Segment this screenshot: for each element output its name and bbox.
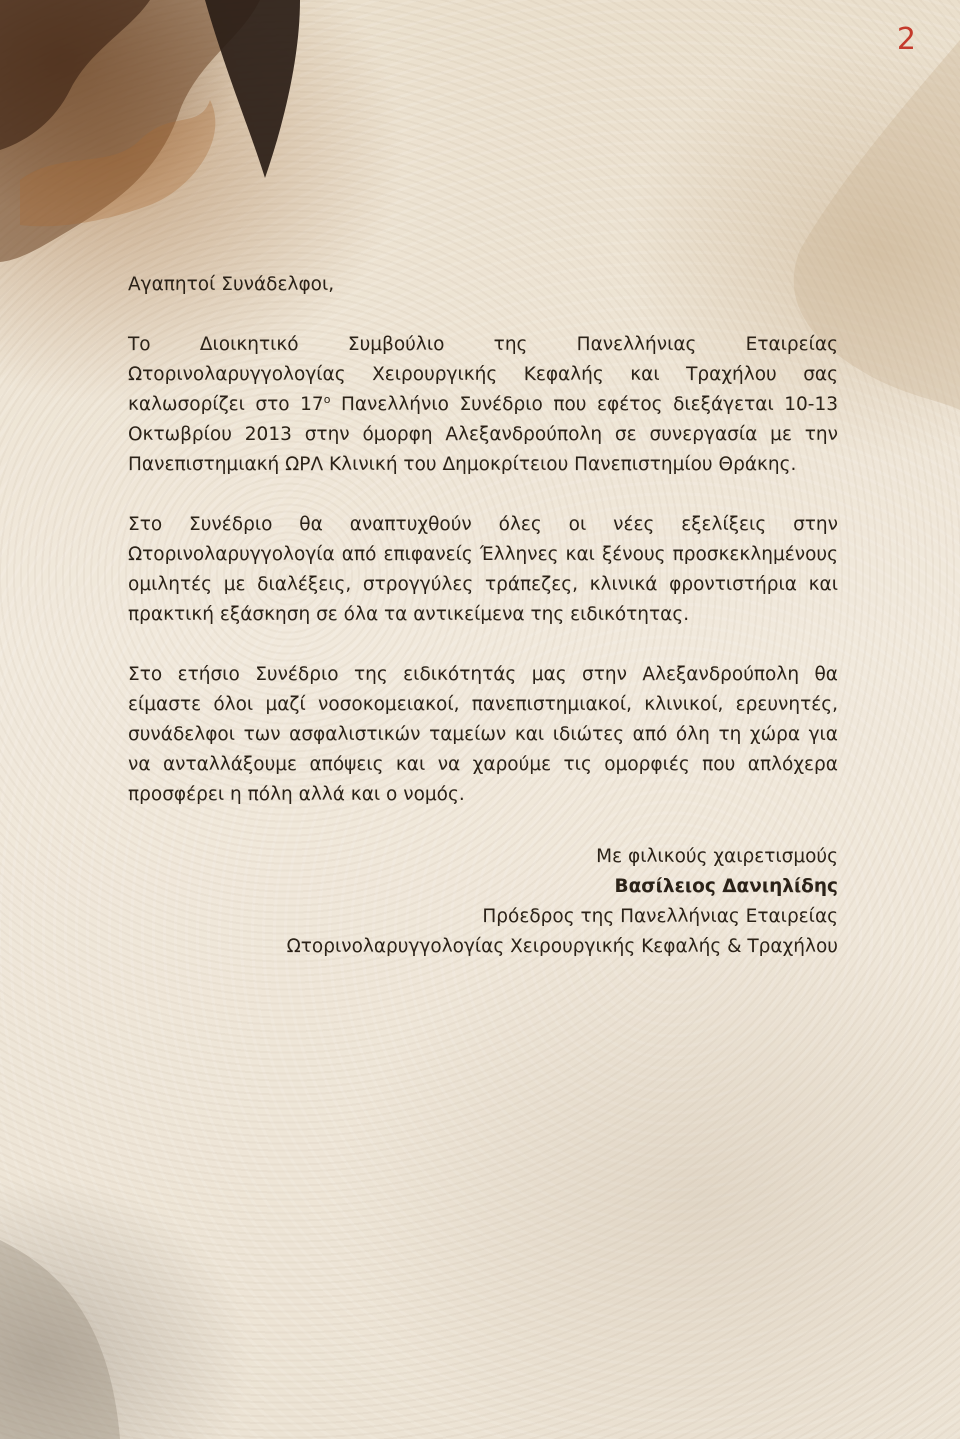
paragraph-welcome-text-end: Πανελλήνιο Συνέδριο που εφέτος διεξάγεται 10-13 Οκτωβρίου 2013 στην όμορφη Αλεξανδρούπολη σε συνεργασία με την Πανεπιστημιακή ΩΡΛ Κλινική του Δημοκρίτειου Πανεπιστημίου Θράκης. bbox=[128, 394, 838, 475]
letter-body bbox=[128, 270, 838, 962]
paragraph-program: Στο Συνέδριο θα αναπτυχθούν όλες οι νέες εξελίξεις στην Ωτορινολαρυγγολογία από επιφανείς Έλληνες και ξένους προσκεκλημένους ομιλητές με διαλέξεις, στρογγύλες τράπεζες, κλινικά φροντιστήρια και πρακτική εξάσκηση σε όλα τα αντικείμενα της ειδικότητας. bbox=[128, 514, 838, 625]
paragraph-welcome bbox=[128, 330, 838, 480]
ordinal-superscript: ο bbox=[323, 392, 331, 406]
paragraph-invitation: Στο ετήσιο Συνέδριο της ειδικότητάς μας στην Αλεξανδρούπολη θα είμαστε όλοι μαζί νοσοκομειακοί, πανεπιστημιακοί, κλινικοί, ερευνητές, συνάδελφοι των ασφαλιστικών ταμείων και ιδιώτες από όλη τη χώρα για να ανταλλάξουμε απόψεις και να χαρούμε τις ομορφιές που απλόχερα προσφέρει η πόλη αλλά και ο νομός. bbox=[128, 664, 838, 805]
page-number: 2 bbox=[896, 22, 916, 57]
bottom-left-shading bbox=[0, 1240, 120, 1439]
signatory-name: Βασίλειος Δανιηλίδης bbox=[614, 876, 838, 897]
signatory-title-line-1: Πρόεδρος της Πανελλήνιας Εταιρείας bbox=[482, 906, 838, 927]
signature-block bbox=[128, 842, 838, 962]
paragraph-welcome-text-start: Το Διοικητικό Συμβούλιο της Πανελλήνιας Εταιρείας Ωτορινολαρυγγολογίας Χειρουργικής Κεφαλής και Τραχήλου σας καλωσορίζει στο 17 bbox=[128, 334, 838, 415]
signatory-title-line-2: Ωτορινολαρυγγολογίας Χειρουργικής Κεφαλής & Τραχήλου bbox=[286, 936, 838, 957]
dark-leaf-shape bbox=[205, 0, 300, 178]
greeting: Αγαπητοί Συνάδελφοι, bbox=[128, 274, 335, 295]
closing-greeting: Με φιλικούς χαιρετισμούς bbox=[596, 846, 838, 867]
